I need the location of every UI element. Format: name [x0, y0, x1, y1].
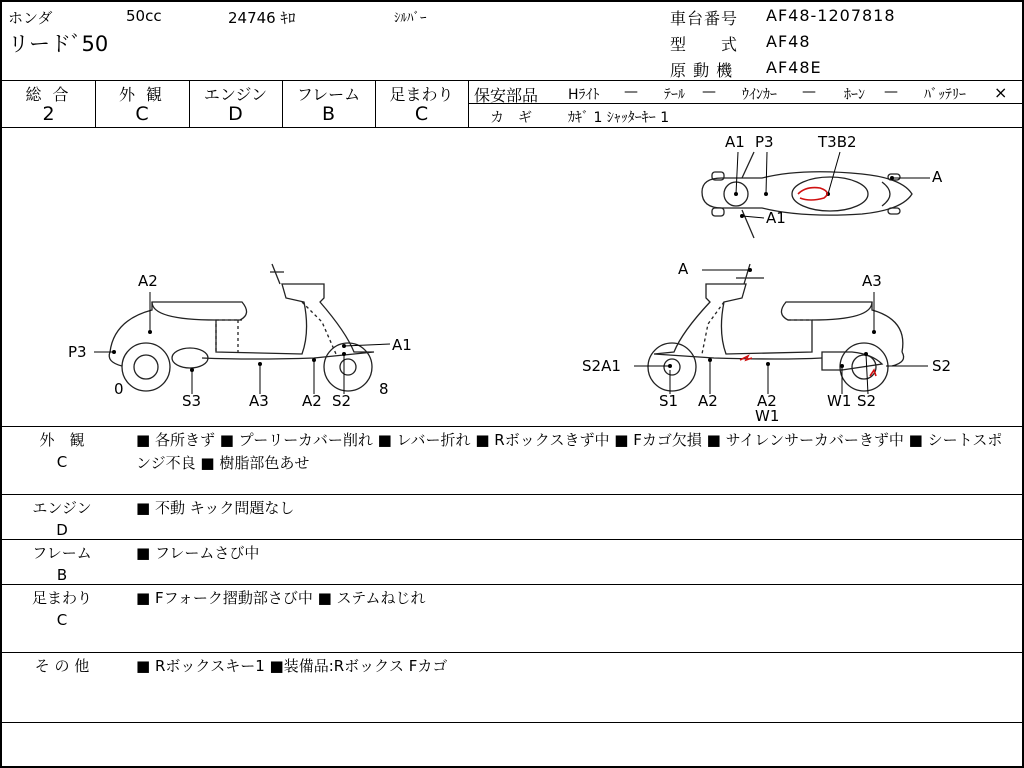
remark-suspension-label: 足まわり C — [31, 589, 92, 629]
battery-status: × — [994, 83, 1008, 102]
frame-no: AF48-1207818 — [766, 6, 896, 25]
scooter-top-view — [702, 152, 912, 238]
damage-leaders — [94, 152, 930, 394]
remark-engine-label: エンジン D — [32, 499, 92, 539]
horn-status: — — [884, 84, 898, 100]
top-label-t3b2: T3B2 — [818, 133, 857, 151]
exterior-grade: C — [135, 103, 149, 125]
divider — [2, 722, 1024, 723]
tail-status: — — [702, 84, 716, 100]
damage-points — [112, 176, 894, 372]
exterior-grade-label: 外 観 — [118, 85, 166, 104]
remark-other-text: ■ Rボックスキー1 ■装備品:Rボックス Fカゴ — [136, 657, 448, 675]
tail-label: ﾃｰﾙ — [664, 87, 685, 103]
displacement: 50cc — [126, 7, 162, 25]
safety-parts-label: 保安部品 — [474, 86, 539, 105]
divider — [2, 584, 1024, 585]
seat-damage-marks — [740, 188, 876, 376]
right-label-s1: S1 — [659, 392, 679, 410]
headlight-status: — — [624, 84, 638, 100]
right-label-w1: W1 — [755, 407, 780, 425]
headlight-label: Hﾗｲﾄ — [568, 87, 600, 103]
right-label-w1b: W1 — [827, 392, 852, 410]
right-label-s2b: S2 — [932, 357, 952, 375]
suspension-grade-label: 足まわり — [389, 85, 454, 104]
maker: ホンダ — [8, 9, 53, 27]
divider — [2, 494, 1024, 495]
top-label-a: A — [932, 168, 943, 186]
top-label-a1b: A1 — [766, 209, 786, 227]
left-label-s3: S3 — [182, 392, 202, 410]
horn-label: ﾎｰﾝ — [844, 87, 865, 103]
right-label-s2a1: S2A1 — [582, 357, 621, 375]
key-label: カ ギ — [490, 110, 532, 126]
type-label: 型 式 — [670, 35, 739, 54]
top-label-a1: A1 — [725, 133, 745, 151]
remark-exterior-label: 外 観 C — [39, 431, 85, 471]
type-value: AF48 — [766, 32, 811, 51]
top-label-p3: P3 — [755, 133, 774, 151]
engine-grade-label: エンジン — [203, 85, 268, 104]
engine-no-label: 原 動 機 — [670, 61, 734, 80]
right-label-a: A — [678, 260, 689, 278]
frame-no-label: 車台番号 — [670, 9, 739, 28]
overall-grade-label: 総 合 — [25, 85, 72, 104]
frame-grade: B — [321, 103, 336, 125]
left-label-0: 0 — [114, 380, 124, 398]
frame-grade-label: フレーム — [296, 85, 361, 104]
color: ｼﾙﾊﾞｰ — [394, 11, 427, 26]
overall-grade: 2 — [42, 103, 55, 125]
left-label-a2b: A2 — [302, 392, 322, 410]
mileage: 24746 ｷﾛ — [228, 9, 296, 27]
remark-frame-text: ■ フレームさび中 — [136, 544, 260, 562]
engine-grade: D — [228, 103, 243, 125]
engine-no: AF48E — [766, 58, 822, 77]
remark-engine-text: ■ 不動 キック問題なし — [136, 499, 295, 517]
divider — [2, 539, 1024, 540]
right-label-a2: A2 — [698, 392, 718, 410]
suspension-grade: C — [414, 103, 429, 125]
winker-label: ｳｲﾝｶｰ — [742, 87, 777, 103]
left-label-a3: A3 — [249, 392, 269, 410]
battery-label: ﾊﾞｯﾃﾘｰ — [924, 87, 966, 103]
left-label-8: 8 — [379, 380, 389, 398]
right-label-a2b: A2 — [757, 392, 777, 410]
key-value: ｶｷﾞ 1 ｼｬｯﾀｰｷｰ 1 — [568, 110, 670, 126]
left-label-a2: A2 — [138, 272, 158, 290]
scooter-diagrams — [2, 2, 1024, 768]
winker-status: — — [802, 84, 816, 100]
model-name: リードﾞ50 — [8, 32, 109, 56]
left-label-s2: S2 — [332, 392, 352, 410]
divider — [2, 652, 1024, 653]
remark-frame-label: フレーム B — [32, 544, 92, 584]
left-label-a1: A1 — [392, 336, 412, 354]
remark-suspension-text: ■ Fフォーク摺動部さび中 ■ ステムねじれ — [136, 589, 426, 607]
left-label-p3: P3 — [68, 343, 87, 361]
right-label-a3: A3 — [862, 272, 882, 290]
remark-other-label: そ の 他 — [34, 657, 90, 675]
remark-exterior-text: ■ 各所きず ■ プーリーカバー削れ ■ レバー折れ ■ Rボックスきず中 ■ Fカゴ欠損 ■ サイレンサーカバーきず中 ■ シートスポンジ不良 ■ 樹脂部色あせ — [136, 431, 1003, 472]
right-label-s2: S2 — [857, 392, 877, 410]
